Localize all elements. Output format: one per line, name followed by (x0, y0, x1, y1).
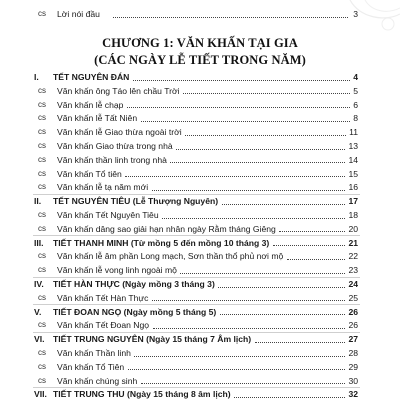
toc-entry-label: Văn khấn dâng sao giải hạn nhân ngày Rằm tháng Giêng (57, 223, 276, 234)
toc-page-number: 24 (348, 279, 358, 289)
section-label: TIẾT HÀN THỰC (Ngày mồng 3 tháng 3) (53, 279, 215, 289)
dot-leader (162, 218, 345, 219)
toc-entry-label: Văn khấn Tổ Tiên (57, 361, 125, 372)
toc-page-number: 11 (349, 127, 358, 138)
toc-entry[interactable] (0, 360, 400, 374)
chapter-title-line1: CHƯƠNG 1: VĂN KHẤN TẠI GIA (102, 36, 298, 50)
toc-page-number: 17 (348, 196, 358, 207)
toc-entry[interactable] (0, 318, 400, 332)
toc-entry[interactable] (0, 291, 400, 305)
dot-leader (287, 259, 345, 260)
toc-entry-label: Văn khấn lễ Tất Niên (57, 113, 138, 124)
toc-page-number: 23 (348, 265, 358, 276)
toc-entry-label: Văn khấn Thần linh (57, 348, 131, 358)
toc-page-number: 30 (348, 375, 358, 386)
toc-page-number: 26 (348, 306, 358, 317)
bullet-marker-icon: cs (38, 99, 46, 109)
toc-entry[interactable] (0, 84, 400, 98)
toc-entry-label: Văn khấn Tết Hàn Thực (57, 292, 149, 303)
dot-leader (141, 121, 350, 122)
section-number: IV. (34, 279, 44, 289)
dot-leader (113, 17, 348, 18)
toc-page-number: 14 (348, 154, 358, 165)
bullet-marker-icon: cs (38, 113, 46, 123)
toc-entry-label: Văn khấn thần linh trong nhà (57, 154, 167, 165)
toc-page-number: 6 (353, 99, 358, 110)
toc-entry-label: Văn khấn chúng sinh (57, 375, 138, 386)
toc-page-number: 16 (348, 182, 358, 193)
bullet-marker-icon: cs (38, 292, 46, 302)
section-number: VI. (34, 334, 45, 345)
toc-page-number: 26 (348, 320, 358, 331)
dot-leader (185, 135, 346, 136)
dot-leader (133, 80, 350, 81)
section-number: III. (34, 237, 44, 248)
bullet-marker-icon: cs (38, 223, 46, 233)
dot-leader (220, 314, 345, 315)
toc-page-number: 25 (348, 292, 358, 303)
bullet-marker-icon: cs (38, 168, 46, 178)
toc-section-heading[interactable] (0, 70, 400, 84)
bullet-marker-icon: cs (38, 182, 46, 192)
toc-entry-label: Văn khấn Giao thừa trong nhà (57, 141, 173, 151)
toc-entry-label: Văn khấn Tết Nguyên Tiêu (57, 210, 159, 220)
toc-page-number: 8 (353, 113, 358, 124)
section-label: TẾT NGUYÊN ĐÁN (53, 72, 130, 82)
section-number: II. (34, 196, 42, 207)
section-label: TIẾT THANH MINH (Từ mồng 5 đến mồng 10 tháng 3) (53, 237, 270, 248)
dot-leader (255, 342, 345, 343)
toc-page-number: 27 (348, 334, 358, 345)
toc-section-heading[interactable] (0, 305, 400, 319)
toc-page-number: 21 (348, 237, 358, 248)
toc-page-number: 13 (348, 141, 358, 151)
bullet-marker-icon: cs (38, 9, 46, 18)
toc-entry-label: Văn khấn Tổ tiên (57, 168, 122, 179)
section-number: V. (34, 306, 42, 317)
toc-entry[interactable] (0, 125, 400, 139)
dot-leader (134, 356, 345, 357)
bullet-marker-icon: cs (38, 265, 46, 275)
toc-entry-intro[interactable] (0, 7, 400, 21)
section-number: VII. (34, 389, 47, 400)
dot-leader (180, 273, 345, 274)
bullet-marker-icon: cs (38, 127, 46, 137)
toc-entry[interactable] (0, 111, 400, 125)
toc-page-number: 32 (348, 389, 358, 400)
dot-leader (273, 245, 345, 246)
bullet-marker-icon: cs (38, 361, 46, 371)
section-label: TIẾT ĐOAN NGỌ (Ngày mồng 5 tháng 5) (53, 306, 217, 317)
toc-entry[interactable] (0, 139, 400, 153)
dot-leader (153, 328, 345, 329)
toc-entry-label: Văn khấn lễ chạp (57, 99, 124, 110)
dot-leader (127, 107, 350, 108)
toc-entry[interactable] (0, 249, 400, 263)
toc-entry[interactable] (0, 180, 400, 194)
section-label: TIẾT TRUNG THU (Ngày 15 tháng 8 âm lịch) (53, 389, 231, 400)
bullet-marker-icon: cs (38, 375, 46, 385)
toc-entry[interactable] (0, 208, 400, 222)
dot-leader (218, 287, 345, 288)
toc-entry[interactable] (0, 374, 400, 388)
toc-page-number: 29 (348, 361, 358, 372)
bullet-marker-icon: cs (38, 210, 46, 219)
toc-page-number: 28 (348, 348, 358, 358)
toc-entry-label: Văn khấn lễ Giao thừa ngoài trời (57, 127, 182, 138)
toc-page-number: 15 (348, 168, 358, 179)
toc-entry-label: Văn khấn lễ vong linh ngoài mộ (57, 265, 177, 276)
dot-leader (176, 149, 345, 150)
toc-entry[interactable] (0, 346, 400, 360)
toc-page-number: 20 (348, 223, 358, 234)
section-label: TIẾT TRUNG NGUYÊN (Ngày 15 tháng 7 Âm lịch) (53, 334, 252, 345)
dot-leader (128, 369, 345, 370)
toc-entry[interactable] (0, 263, 400, 277)
dot-leader (125, 176, 345, 177)
toc-entry-label: Văn khấn lễ tạ năm mới (57, 182, 149, 193)
toc-page-number: 3 (353, 9, 358, 19)
toc-entry-label: Văn khấn ông Táo lên chầu Trời (57, 85, 180, 96)
dot-leader (141, 383, 345, 384)
toc-entry[interactable] (0, 222, 400, 236)
dot-leader (152, 190, 345, 191)
dot-leader (234, 397, 345, 398)
dot-leader (152, 300, 345, 301)
dot-leader (183, 93, 350, 94)
toc-section-heading[interactable] (0, 277, 400, 291)
bullet-marker-icon: cs (38, 85, 46, 95)
toc-section-heading[interactable] (0, 387, 400, 401)
toc-page-number: 4 (353, 72, 358, 82)
toc-section-heading[interactable] (0, 236, 400, 250)
toc-entry-label: Văn khấn lễ âm phần Long mạch, Sơn thần thổ phủ nơi mộ (57, 251, 284, 262)
toc-entry-label: Văn khấn Tết Đoan Ngọ (57, 320, 150, 331)
toc-entry[interactable] (0, 153, 400, 167)
chapter-title-line2: (CÁC NGÀY LỄ TIẾT TRONG NĂM) (94, 53, 306, 67)
bullet-marker-icon: cs (38, 154, 46, 164)
bullet-marker-icon: cs (38, 141, 46, 150)
bullet-marker-icon: cs (38, 320, 46, 330)
toc-section-heading[interactable] (0, 194, 400, 208)
bullet-marker-icon: cs (38, 348, 46, 357)
toc-entry[interactable] (0, 167, 400, 181)
bullet-marker-icon: cs (38, 251, 46, 261)
section-number: I. (34, 72, 39, 82)
toc-section-heading[interactable] (0, 332, 400, 346)
dot-leader (222, 204, 345, 205)
toc-entry-label: Lời nói đầu (57, 9, 100, 19)
dot-leader (279, 231, 345, 232)
toc-page-number: 5 (353, 85, 358, 96)
toc-page-number: 18 (348, 210, 358, 220)
dot-leader (170, 162, 345, 163)
toc-page-number: 22 (348, 251, 358, 262)
section-label: TẾT NGUYÊN TIÊU (Lễ Thượng Nguyên) (53, 196, 219, 207)
toc-entry[interactable] (0, 98, 400, 112)
